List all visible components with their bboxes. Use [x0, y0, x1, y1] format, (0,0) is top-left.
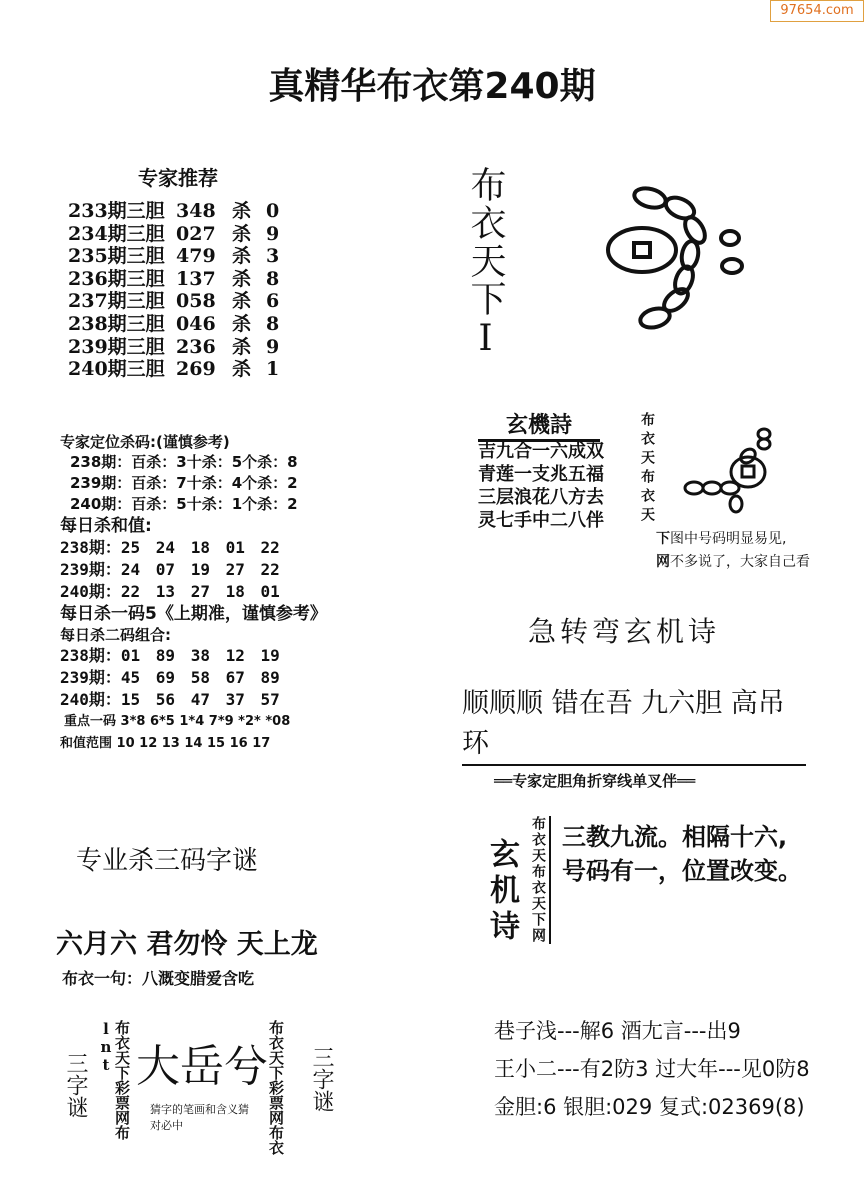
expert-row [68, 336, 279, 359]
expert-cell-period: 234期三胆 [68, 222, 165, 245]
expert-row [68, 313, 279, 336]
xuanji-note [656, 528, 810, 574]
position-kill-block [60, 432, 327, 755]
poem-line: 青莲一支兆五福 [478, 464, 604, 485]
expert-cell-k: 8 [266, 312, 280, 335]
poem-line: 三层浪花八方去 [478, 487, 604, 508]
poem-line: 三教九流。相隔十六, [562, 823, 788, 851]
note-text: 不多说了，大家自己看 [670, 554, 810, 570]
expert-cell-num: 479 [176, 245, 216, 268]
riddle-big-text: 大岳兮 [136, 1041, 268, 1092]
expert-cell-num: 046 [176, 312, 216, 335]
expert-row [68, 200, 279, 223]
expert-cell-period: 240期三胆 [68, 358, 165, 381]
xuanji-poem-text [562, 820, 802, 888]
xuanji-title: 玄機詩 [478, 408, 600, 442]
expert-cell-kill: 杀 [232, 358, 252, 381]
note-head: 网 [656, 554, 670, 570]
page-title: 真精华布衣第240期 [268, 66, 596, 107]
position-kill-row: 239期：百杀：7十杀：4个杀：2 [70, 474, 298, 492]
riddle-title: 专业杀三码字谜 [76, 846, 259, 876]
expert-cell-k: 1 [266, 358, 280, 381]
final-line: 巷子浅---解6 酒尢言---出9 [494, 1019, 741, 1043]
expert-cell-kill: 杀 [232, 312, 252, 335]
final-line: 金胆:6 银胆:029 复式:02369(8) [494, 1095, 805, 1119]
daily-one-code: 每日杀一码5《上期准，谨慎参考》 [60, 604, 327, 624]
expert-cell-period: 235期三胆 [68, 245, 165, 268]
expert-cell-k: 0 [266, 200, 280, 222]
xuanji-poem [478, 440, 604, 532]
expert-cell-kill: 杀 [232, 335, 252, 358]
expert-cell-num: 027 [176, 222, 216, 245]
expert-cell-num: 236 [176, 335, 216, 358]
vertical-slogan-left: 布衣天下彩票网布lnt [97, 1020, 131, 1140]
expert-list [68, 200, 279, 381]
daily-sum-row: 240期：22 13 27 18 01 [60, 582, 280, 601]
expert-cell-kill: 杀 [232, 267, 252, 290]
expert-cell-k: 9 [266, 335, 280, 358]
expert-cell-kill: 杀 [232, 222, 252, 245]
coin-cluster-illustration [676, 426, 786, 516]
expert-cell-k: 3 [266, 245, 280, 268]
riddle-sub-text: 猜字的笔画和含义猜对必中 [150, 1103, 249, 1132]
expert-cell-kill: 杀 [232, 245, 252, 268]
poem-line: 号码有一，位置改变。 [562, 857, 802, 885]
expert-cell-k: 9 [266, 222, 280, 245]
expert-line: ══专家定胆角折穿线单叉伴══ [494, 772, 696, 790]
expert-cell-period: 233期三胆 [68, 200, 165, 222]
position-kill-title: 专家定位杀码:(谨慎参考) [60, 433, 230, 451]
daily-two-row: 239期：45 69 58 67 89 [60, 668, 280, 687]
poem-line: 灵七手中二八伴 [478, 510, 604, 531]
vertical-slogan-right: 布衣天下彩票网布衣 [267, 1020, 285, 1155]
note-text: 图中号码明显易见, [670, 531, 787, 547]
riddle-line: 六月六 君勿怜 天上龙 [56, 929, 318, 960]
final-lines [494, 1012, 810, 1126]
expert-cell-kill: 杀 [232, 290, 252, 313]
daily-sum-title: 每日杀和值: [60, 516, 152, 536]
riddle-label-right: 三字谜 [309, 1046, 334, 1112]
expert-cell-kill: 杀 [232, 200, 252, 222]
daily-two-row: 238期：01 89 38 12 19 [60, 646, 280, 665]
riddle-label-left: 三字谜 [63, 1052, 88, 1118]
daily-sum-row: 239期：24 07 19 27 22 [60, 560, 280, 579]
expert-cell-period: 239期三胆 [68, 335, 165, 358]
expert-cell-num: 269 [176, 358, 216, 381]
key-code: 重点一码 3*8 6*5 1*4 7*9 *2* *08 [64, 714, 291, 729]
expert-row [68, 223, 279, 246]
expert-cell-period: 237期三胆 [68, 290, 165, 313]
coin-string-illustration [600, 180, 760, 340]
poem-line: 吉九合一六成双 [478, 441, 604, 462]
position-kill-row: 238期：百杀：3十杀：5个杀：8 [70, 453, 298, 471]
expert-cell-k: 6 [266, 290, 280, 313]
expert-title: 专家推荐 [138, 166, 218, 190]
expert-cell-period: 238期三胆 [68, 312, 165, 335]
expert-row [68, 245, 279, 268]
buyi-sentence: 布衣一句：八溉变腊爱含吃 [62, 969, 255, 988]
expert-cell-k: 8 [266, 267, 280, 290]
expert-cell-period: 236期三胆 [68, 267, 165, 290]
xuanji-poem-label: 玄机诗 [484, 838, 519, 946]
xuanji-vertical: 布衣天布衣天 [639, 412, 655, 526]
watermark[interactable]: 97654.com [770, 0, 864, 22]
shun-line: 顺顺顺 错在吾 九六胆 高吊环 [462, 684, 806, 766]
expert-line-text: 专家定胆角折穿线单叉伴 [512, 772, 678, 790]
final-line: 王小二---有2防3 过大年---见0防8 [494, 1057, 810, 1081]
buyi-tianxia: 布衣天下I [465, 166, 506, 361]
jizhuan-title: 急转弯玄机诗 [528, 615, 721, 648]
expert-row [68, 290, 279, 313]
note-head: 下 [656, 531, 670, 547]
daily-two-row: 240期：15 56 47 37 57 [60, 690, 280, 709]
position-kill-row: 240期：百杀：5十杀：1个杀：2 [70, 495, 298, 513]
xuanji-poem-vertical: 布衣天布衣天下网 [530, 816, 551, 944]
daily-sum-row: 238期：25 24 18 01 22 [60, 538, 280, 557]
daily-two-title: 每日杀二码组合: [60, 626, 171, 644]
expert-row [68, 268, 279, 291]
sum-range: 和值范围 10 12 13 14 15 16 17 [60, 736, 271, 751]
expert-cell-num: 348 [176, 200, 216, 222]
expert-row [68, 358, 279, 381]
expert-cell-num: 058 [176, 290, 216, 313]
expert-cell-num: 137 [176, 267, 216, 290]
